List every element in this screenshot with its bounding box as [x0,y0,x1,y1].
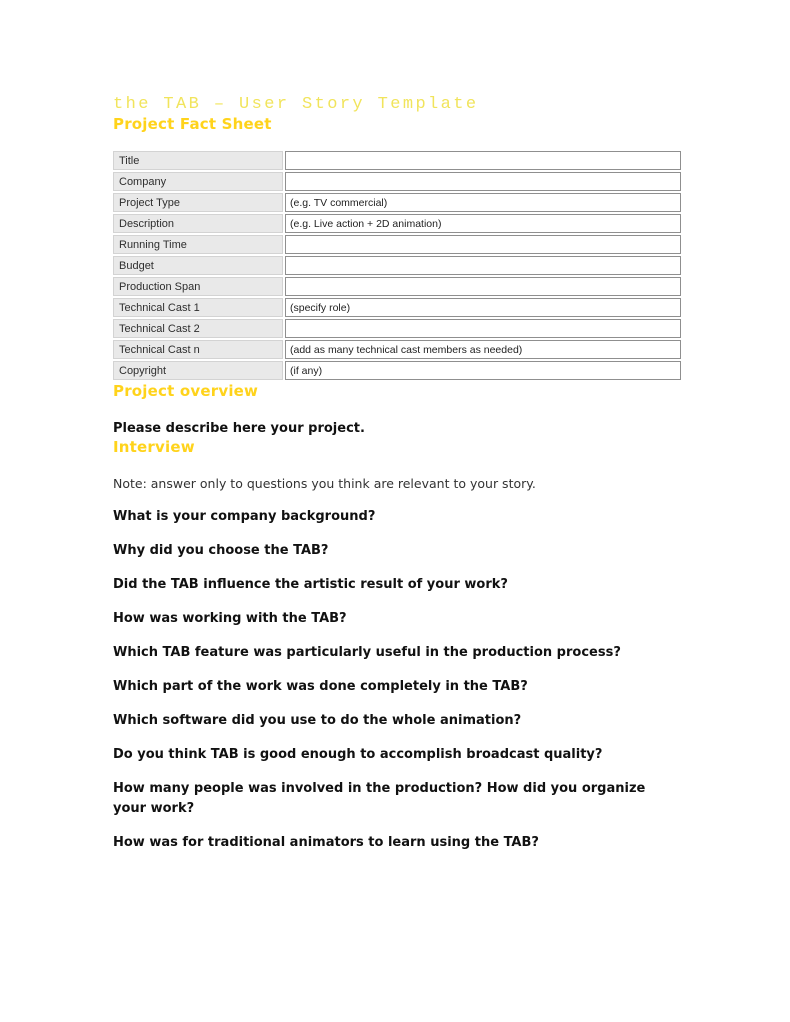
fact-row-budget [113,256,681,275]
fact-row-company [113,172,681,191]
interview-heading: Interview [113,438,195,456]
interview-question-6: Which part of the work was done completely in the TAB? [113,679,528,694]
fact-row-copyright [113,361,681,380]
field-hint-text: (e.g. Live action + 2D animation) [290,218,442,230]
fact-row-production-span [113,277,681,296]
page-title: the TAB – User Story Template [113,95,479,114]
field-label-budget: Budget [113,256,283,275]
field-input-technical-cast-2[interactable] [285,319,681,338]
fact-row-title [113,151,681,170]
field-label-title: Title [113,151,283,170]
fact-row-technical-cast-n [113,340,681,359]
field-input-copyright[interactable] [285,361,681,380]
interview-question-9: How many people was involved in the production? How did you organize your work? [113,781,646,816]
fact-sheet-heading: Project Fact Sheet [113,115,272,133]
field-label-running-time: Running Time [113,235,283,254]
field-input-description[interactable] [285,214,681,233]
field-input-title[interactable] [285,151,681,170]
interview-note: Note: answer only to questions you think are relevant to your story. [113,476,536,491]
field-input-production-span[interactable] [285,277,681,296]
field-input-technical-cast-n[interactable] [285,340,681,359]
field-input-budget[interactable] [285,256,681,275]
field-hint-text: (specify role) [290,302,351,314]
interview-question-1: What is your company background? [113,509,376,524]
fact-row-technical-cast-1 [113,298,681,317]
fact-row-description [113,214,681,233]
field-label-technical-cast-1: Technical Cast 1 [113,298,283,317]
field-input-company[interactable] [285,172,681,191]
field-input-technical-cast-1[interactable] [285,298,681,317]
field-label-copyright: Copyright [113,361,283,380]
interview-question-10: How was for traditional animators to learn using the TAB? [113,835,539,850]
interview-question-7: Which software did you use to do the whole animation? [113,713,522,728]
field-hint-text: (add as many technical cast members as needed) [290,344,523,356]
fact-row-technical-cast-2 [113,319,681,338]
field-label-company: Company [113,172,283,191]
overview-body-text: Please describe here your project. [113,421,365,436]
field-input-project-type[interactable] [285,193,681,212]
field-hint-text: (e.g. TV commercial) [290,197,388,209]
interview-question-4: How was working with the TAB? [113,611,347,626]
interview-question-3: Did the TAB influence the artistic result of your work? [113,577,508,592]
interview-questions-list [113,507,681,853]
field-input-running-time[interactable] [285,235,681,254]
field-label-production-span: Production Span [113,277,283,296]
field-label-technical-cast-n: Technical Cast n [113,340,283,359]
overview-heading: Project overview [113,382,259,400]
field-hint-text: (if any) [290,365,323,377]
fact-sheet-table [113,151,681,380]
field-label-project-type: Project Type [113,193,283,212]
fact-row-project-type [113,193,681,212]
field-label-technical-cast-2: Technical Cast 2 [113,319,283,338]
interview-question-5: Which TAB feature was particularly useful in the production process? [113,645,621,660]
interview-question-2: Why did you choose the TAB? [113,543,329,558]
document-page [113,0,681,867]
field-label-description: Description [113,214,283,233]
interview-question-8: Do you think TAB is good enough to accomplish broadcast quality? [113,747,603,762]
fact-row-running-time [113,235,681,254]
